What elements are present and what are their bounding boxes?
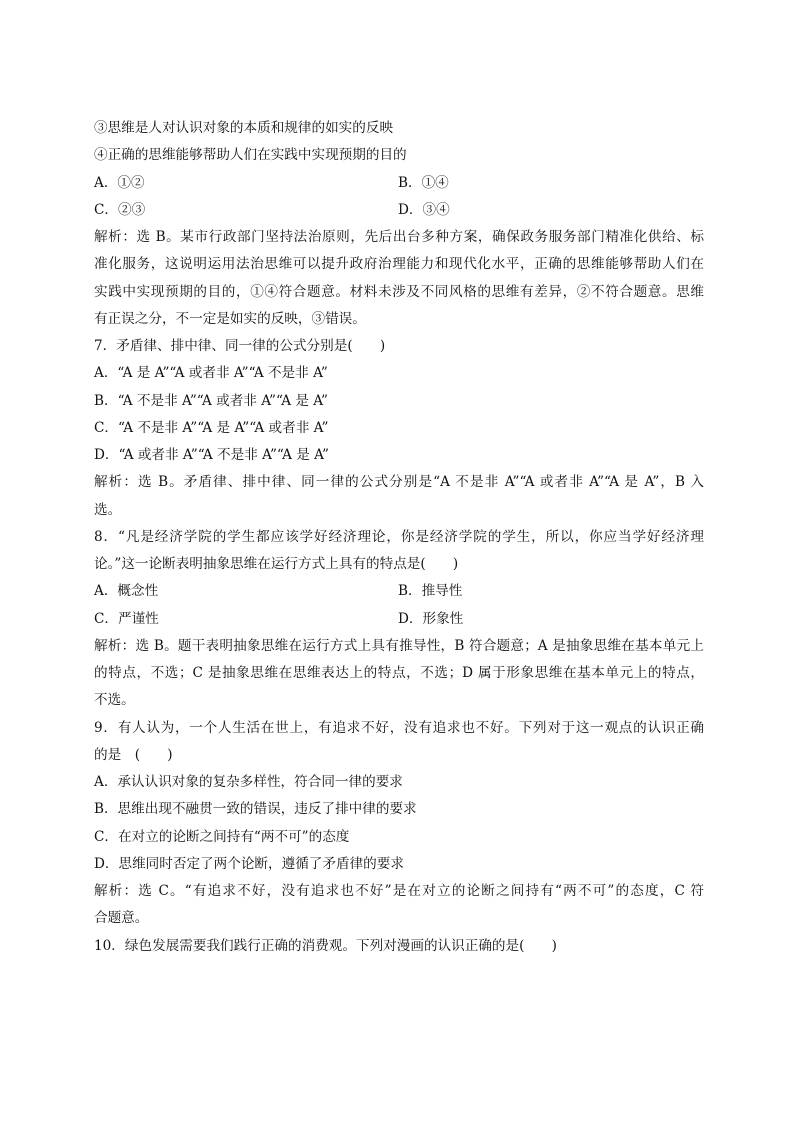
q9-option-a: A．承认认识对象的复杂多样性，符合同一律的要求	[94, 774, 403, 790]
q6-analysis-line: 准化服务，这说明运用法治思维可以提升政府治理能力和现代化水平，正确的思维能够帮助人们在	[94, 256, 704, 272]
q6-analysis-line: 有正误之分，不一定是如实的反映，③错误。	[94, 311, 366, 327]
q6-option-b: B．①④	[398, 175, 449, 191]
q7-option-a: A．“A 是 A”“A 或者非 A”“A 不是非 A”	[94, 365, 328, 381]
q8-analysis-line: 解析：选 B。题干表明抽象思维在运行方式上具有推导性，B 符合题意；A 是抽象思维在基本单元上	[94, 638, 704, 654]
q8-analysis-line: 的特点，不选；C 是抽象思维在思维表达上的特点，不选；D 属于形象思维在基本单元上的特点，	[94, 665, 704, 681]
option-3: ③思维是人对认识对象的本质和规律的如实的反映	[94, 120, 394, 136]
q7-option-b: B．“A 不是非 A”“A 或者非 A”“A 是 A”	[94, 393, 329, 409]
q8-option-a: A．概念性	[94, 583, 159, 599]
q6-option-a: A．①②	[94, 175, 145, 191]
q7-analysis-line: 解析：选 B。矛盾律、排中律、同一律的公式分别是“A 不是非 A”“A 或者非 A”“A 是 A”，B 入	[94, 474, 704, 490]
q6-analysis-line: 实践中实现预期的目的，①④符合题意。材料未涉及不同风格的思维有差异，②不符合题意。思维	[94, 284, 704, 300]
q9-option-b: B．思维出现不融贯一致的错误，违反了排中律的要求	[94, 801, 417, 817]
q6-option-d: D．③④	[398, 202, 450, 218]
q8-stem: 8．“凡是经济学院的学生都应该学好经济理论，你是经济学院的学生，所以，你应当学好经济理	[94, 529, 704, 545]
q9-analysis-line: 合题意。	[94, 910, 149, 926]
q10-stem: 10．绿色发展需要我们践行正确的消费观。下列对漫画的认识正确的是( )	[94, 938, 557, 954]
q8-option-b: B．推导性	[398, 583, 463, 599]
q7-option-d: D．“A 或者非 A”“A 不是非 A”“A 是 A”	[94, 447, 329, 463]
q9-stem: 9．有人认为，一个人生活在世上，有追求不好，没有追求也不好。下列对于这一观点的认识正确	[94, 720, 704, 736]
q8-option-d: D．形象性	[398, 611, 464, 627]
q9-option-d: D．思维同时否定了两个论断，遵循了矛盾律的要求	[94, 856, 404, 872]
q8-stem: 论。”这一论断表明抽象思维在运行方式上具有的特点是( )	[94, 556, 459, 572]
q7-stem: 7．矛盾律、排中律、同一律的公式分别是( )	[94, 338, 386, 354]
option-4: ④正确的思维能够帮助人们在实践中实现预期的目的	[94, 147, 407, 163]
q9-stem: 的是 ( )	[94, 747, 173, 763]
q9-analysis-line: 解析：选 C。“有追求不好，没有追求也不好”是在对立的论断之间持有“两不可”的态度，C 符	[94, 883, 704, 899]
q8-option-c: C．严谨性	[94, 611, 159, 627]
q9-option-c: C．在对立的论断之间持有“两不可”的态度	[94, 829, 350, 845]
q6-option-c: C．②③	[94, 202, 146, 218]
q6-analysis-line: 解析：选 B。某市行政部门坚持法治原则，先后出台多种方案，确保政务服务部门精准化供给、标	[94, 229, 704, 245]
q7-option-c: C．“A 不是非 A”“A 是 A”“A 或者非 A”	[94, 420, 329, 436]
q8-analysis-line: 不选。	[94, 692, 135, 708]
q7-analysis-line: 选。	[94, 502, 122, 518]
